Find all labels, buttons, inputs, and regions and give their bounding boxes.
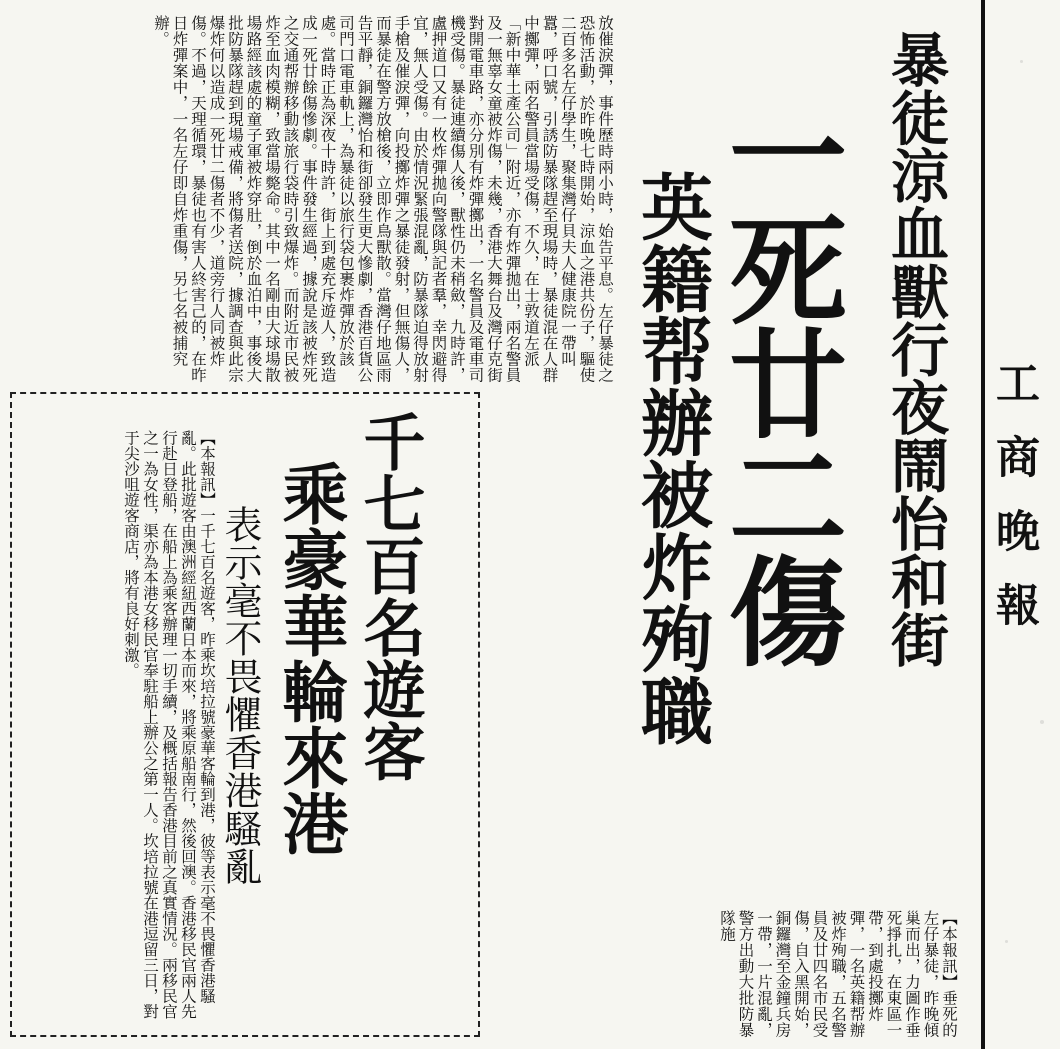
kicker-headline: 暴徒涼血獸行夜鬧怡和街 bbox=[881, 30, 949, 668]
sub-headline: 英籍帮辦被炸殉職 bbox=[629, 170, 713, 746]
boxed-story-deck: 表示毫不畏懼香港騷亂 bbox=[218, 505, 262, 885]
print-speck bbox=[1040, 720, 1044, 724]
story-body: 放催淚彈，事件歷時兩小時，始告平息。左仔暴徒之恐怖活動，於昨晚七時開始，涼血之港共份子，驅使二百多名左仔學生，聚集灣仔貝夫人健康院一帶叫囂，呼口號，引誘防暴隊趕至現場時，暴徒混在人群中擲彈，兩名警員當場受傷，不久，在士敦道左派「新中華土產公司」附近，亦有炸彈拋出，兩名警員及一無辜女童被炸傷，未幾，香港大舞台及灣仔克街對開電車路，亦分別有炸彈擲出，一名警員及電車司機受傷。暴徒連續傷人後，獸性仍未稍斂，九時許，盧押道口又有一枚炸彈拋向警隊與記者羣，幸閃避得宜，無人受傷。由於情況緊張混亂，防暴隊迫得放射手槍及催淚彈，向投擲炸彈之暴徒發射，但無傷人，而暴徒在警方放槍後，立即作鳥獸散。當灣仔地區雨告平靜，銅鑼灣怡和街卻發生更大慘劇，香港百貨公司門口電車軌上，為暴徒以旅行袋包裹炸彈放於該處。當時正為深夜十時許，街上到處充斥遊人，致造成一死廿餘傷慘劇。事件發生經過，據說是該被炸死之交通帮辦移動該旅行袋時引致爆炸。而附近市民被炸至血肉模糊，致當場斃命。其中一名剛由大球場散場路經該處的童子軍被炸穿肚，倒於血泊中，事後大批防暴隊趕到現場戒備，將傷者送院，據調查與此宗爆炸何以造成一死廿二傷者不少，道旁行人同被炸傷。不過，天理循環，暴徒也有害人終害己的，在昨日炸彈案中，一名左仔即自炸重傷，另七名被捕究辦。 bbox=[152, 15, 614, 383]
boxed-story-headline-2: 乘豪華輪來港 bbox=[271, 460, 348, 856]
print-speck bbox=[1020, 60, 1023, 63]
newspaper-name: 工商晚報 bbox=[988, 360, 1039, 656]
masthead bbox=[975, 0, 1060, 1049]
main-headline: 一死廿二傷 bbox=[709, 95, 847, 665]
boxed-story-body: 【本報訊】一千七百名遊客，昨乘坎培拉號豪華客輪到港，彼等表示毫不畏懼香港騷亂。此批遊客由澳洲經紐西蘭日本而來，將乘原船南行，然後回澳。香港移民官兩人先行赴日登船，在船上為乘客辦理一切手續，及概括報告香港目前之真實情況。兩移民官之一為女性，渠亦為本港女移民官奉駐船上辦公之第一人。坎培拉號在港逗留三日，對于尖沙咀遊客商店，將有良好刺激。 bbox=[122, 430, 216, 1019]
lead-paragraph: 【本報訊】垂死的左仔暴徒，昨晚傾巢而出，力圖作垂死掙扎，在東區一帶，到處投擲炸彈，一名英籍帮辦被炸殉職，五名警員及廿四名市民受傷，自入黑開始，銅鑼灣至金鐘兵房一帶，一片混亂，警方出動大批防暴隊施 bbox=[718, 910, 958, 1038]
boxed-story-headline-1: 千七百名遊客 bbox=[353, 410, 426, 782]
print-speck bbox=[1005, 940, 1008, 943]
